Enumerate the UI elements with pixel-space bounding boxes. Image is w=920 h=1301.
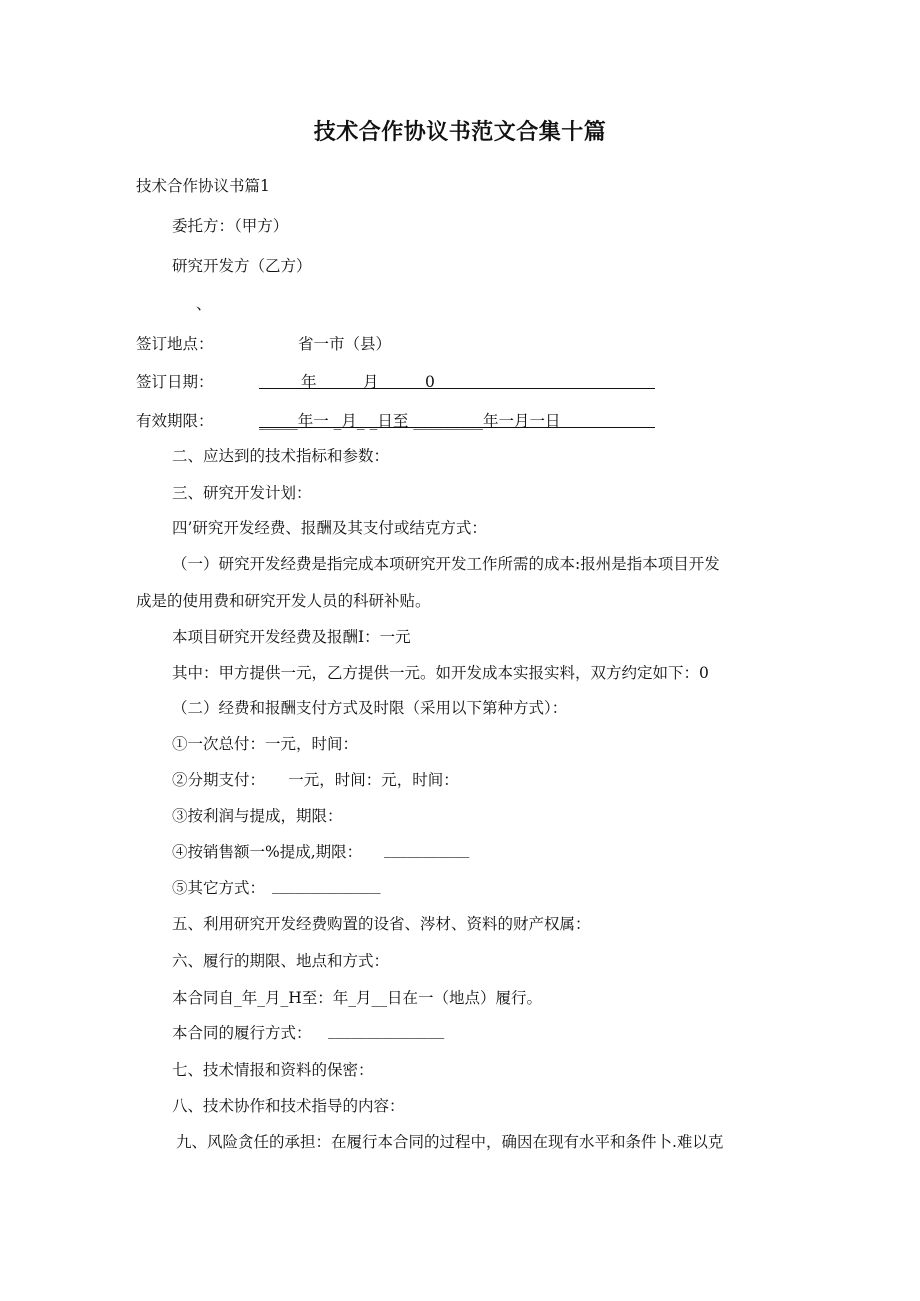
sign-place-value: 省一市（县） <box>298 335 392 353</box>
item-5: 五、利用研究开发经费购置的设省、涔材、资料的财产权属： <box>172 915 591 933</box>
pay-option-1: ①一次总付：一元，时间： <box>172 735 359 753</box>
valid-label: 有效期限： <box>136 412 214 430</box>
item-4-1-line-2: 成是的使用费和研究开发人员的科研补贴。 <box>136 592 431 610</box>
separator-mark: 、 <box>196 295 212 313</box>
item-6-period: 本合同自_年_月_H至：年_月__日在一（地点）履行。 <box>172 989 543 1007</box>
pay-option-4: ④按销售额一%提成,期限： <box>172 843 363 861</box>
pay-option-5-blank: ______________ <box>272 876 381 894</box>
item-4: 四’研究开发经费、报酬及其支付或结克方式： <box>172 519 487 537</box>
item-7: 七、技术情报和资料的保密： <box>172 1061 374 1079</box>
pay-option-4-blank: ___________ <box>384 840 470 858</box>
item-4-1-line-1: （一）研究开发经费是指完成本项研究开发工作所需的成本:报州是指本项目开发 <box>172 555 720 573</box>
item-2: 二、应达到的技术指标和参数： <box>172 447 390 465</box>
party-a-line: 委托方：（甲方） <box>172 217 289 235</box>
sign-date-field <box>259 368 655 389</box>
item-4-split: 其中：甲方提供一元，乙方提供一元。如开发成本实报实料，双方约定如下：0 <box>172 664 709 682</box>
item-9: 九、风险贪任的承担：在履行本合同的过程中，确因在现有水平和条件卜.难以克 <box>176 1133 724 1151</box>
valid-value: _____年一 _月_ _日至 _________年一月一日 <box>259 412 561 430</box>
pay-option-5: ⑤其它方式： <box>172 879 266 897</box>
sign-date-label: 签订日期： <box>136 373 214 391</box>
pay-option-2: ②分期支付： 一元，时间：元，时间： <box>172 771 459 789</box>
item-3: 三、研究开发计划： <box>172 484 312 502</box>
item-6-method: 本合同的履行方式： <box>172 1024 312 1042</box>
party-b-line: 研究开发方（乙方） <box>172 257 312 275</box>
item-4-total: 本项目研究开发经费及报酬I：一元 <box>172 628 411 646</box>
pay-option-3: ③按利润与提成，期限： <box>172 807 343 825</box>
valid-field <box>259 407 655 428</box>
item-4-2: （二）经费和报酬支付方式及时限（采用以下第种方式）： <box>172 699 568 717</box>
section-heading: 技术合作协议书篇1 <box>136 177 270 195</box>
sign-date-value: 年 月 0 <box>301 373 435 391</box>
item-8: 八、技术协作和技术指导的内容： <box>172 1097 405 1115</box>
item-6-method-blank: _______________ <box>328 1021 445 1039</box>
sign-place-label: 签订地点： <box>136 335 214 353</box>
item-6: 六、履行的期限、地点和方式： <box>172 952 390 970</box>
document-title: 技术合作协议书范文合集十篇 <box>313 120 607 145</box>
